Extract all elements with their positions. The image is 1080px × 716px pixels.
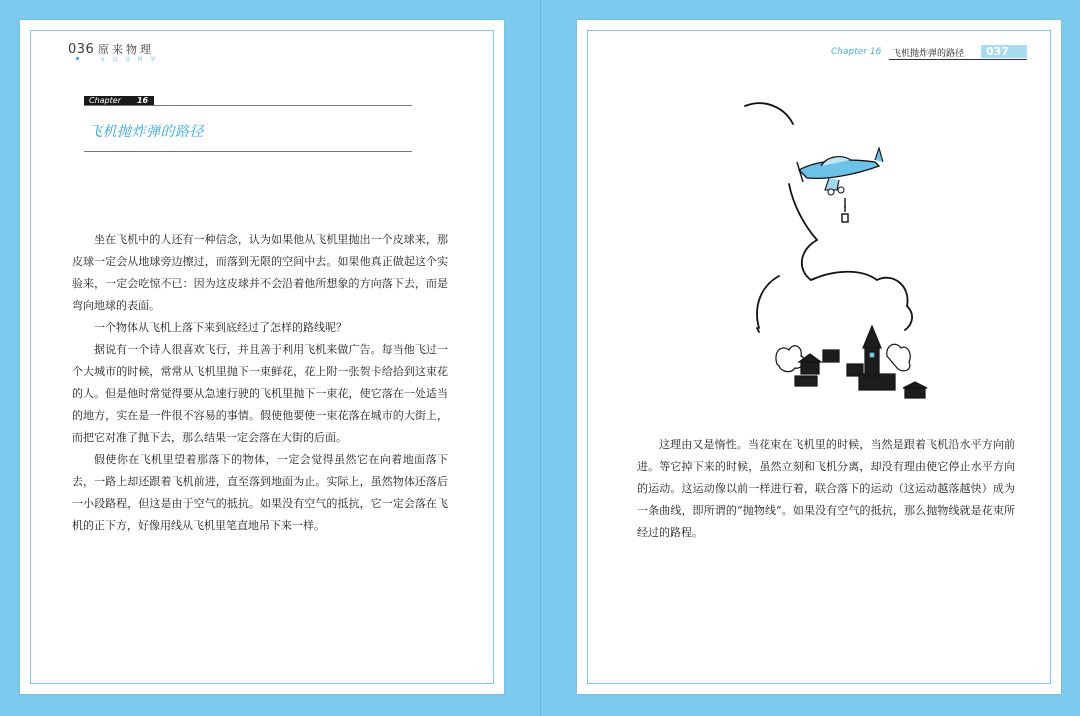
paragraph: 一个物体从飞机上落下来到底经过了怎样的路线呢？: [94, 321, 347, 334]
right-header-rule: [889, 59, 1027, 60]
cloud-icon: [745, 103, 912, 332]
right-page: [577, 20, 1061, 694]
paragraph: 这理由又是惰性。当花束在飞机里的时候，当然是跟着飞机沿水平方向前进。等它掉下来的时候，虽然立刻和飞机分离，却没有理由使它停止水平方向的运动。这运动像以前一样进行着，联合落下的运动（这运动越落越快）成为一条曲线，即所谓的“抛物线”。如果没有空气的抵抗，那么抛物线就是花束所经过的路程。: [637, 438, 1015, 539]
left-body-text: [72, 229, 448, 537]
right-header-title: 飞机抛炸弹的路径: [892, 49, 965, 59]
header-dot-icon: [76, 57, 79, 60]
falling-bomb-icon: [842, 198, 848, 222]
chapter-title: 飞机抛炸弹的路径: [88, 124, 204, 140]
chapter-label: Chapter: [89, 96, 121, 105]
chapter-number: 16: [136, 96, 149, 105]
book-subtitle: 可 以 这 样 学: [100, 57, 159, 63]
paragraph: 坐在飞机中的人还有一种信念，认为如果他从飞机里抛出一个皮球来，那皮球一定会从地球旁边擦过，而落到无限的空间中去。如果他真正做起这个实验来，一定会吃惊不已：因为这皮球并不会沿着他所想象的方向落下去，而是弯向地球的表面。: [72, 233, 448, 312]
airplane-illustration: [737, 100, 937, 400]
right-body-text: [637, 434, 1015, 544]
town-icon: [776, 344, 927, 398]
chapter-rule-bottom: [84, 151, 412, 152]
paragraph: 假使你在飞机里望着那落下的物体，一定会觉得虽然它在向着地面落下去，一路上却还跟着飞机前进，直至落到地面为止。实际上，虽然物体还落后一小段路程，但这是由于空气的抵抗。如果没有空气的抵抗，它一定会落在飞机的正下方，好像用线从飞机里笔直地吊下来一样。: [72, 453, 448, 532]
airplane-icon: [797, 148, 883, 195]
chapter-rule-top: [84, 105, 412, 106]
left-page-number: 036: [68, 42, 95, 57]
right-header-chapter: Chapter 16: [831, 47, 882, 57]
right-page-number: 037: [986, 45, 1009, 58]
paragraph: 据说有一个诗人很喜欢飞行，并且善于利用飞机来做广告。每当他飞过一个大城市的时候，常常从飞机里抛下一束鲜花，花上附一张贺卡给拾到这束花的人。但是他时常觉得要从急速行驶的飞机里抛下一束花，使它落在一处适当的地方，实在是一件很不容易的事情。假使他要使一束花落在城市的大街上，而把它对准了抛下去，那么结果一定会落在大街的后面。: [72, 343, 448, 444]
spread-gutter: [540, 0, 541, 716]
book-title: 原来物理: [98, 43, 154, 56]
church-icon: [863, 326, 881, 376]
left-page: [20, 20, 504, 694]
